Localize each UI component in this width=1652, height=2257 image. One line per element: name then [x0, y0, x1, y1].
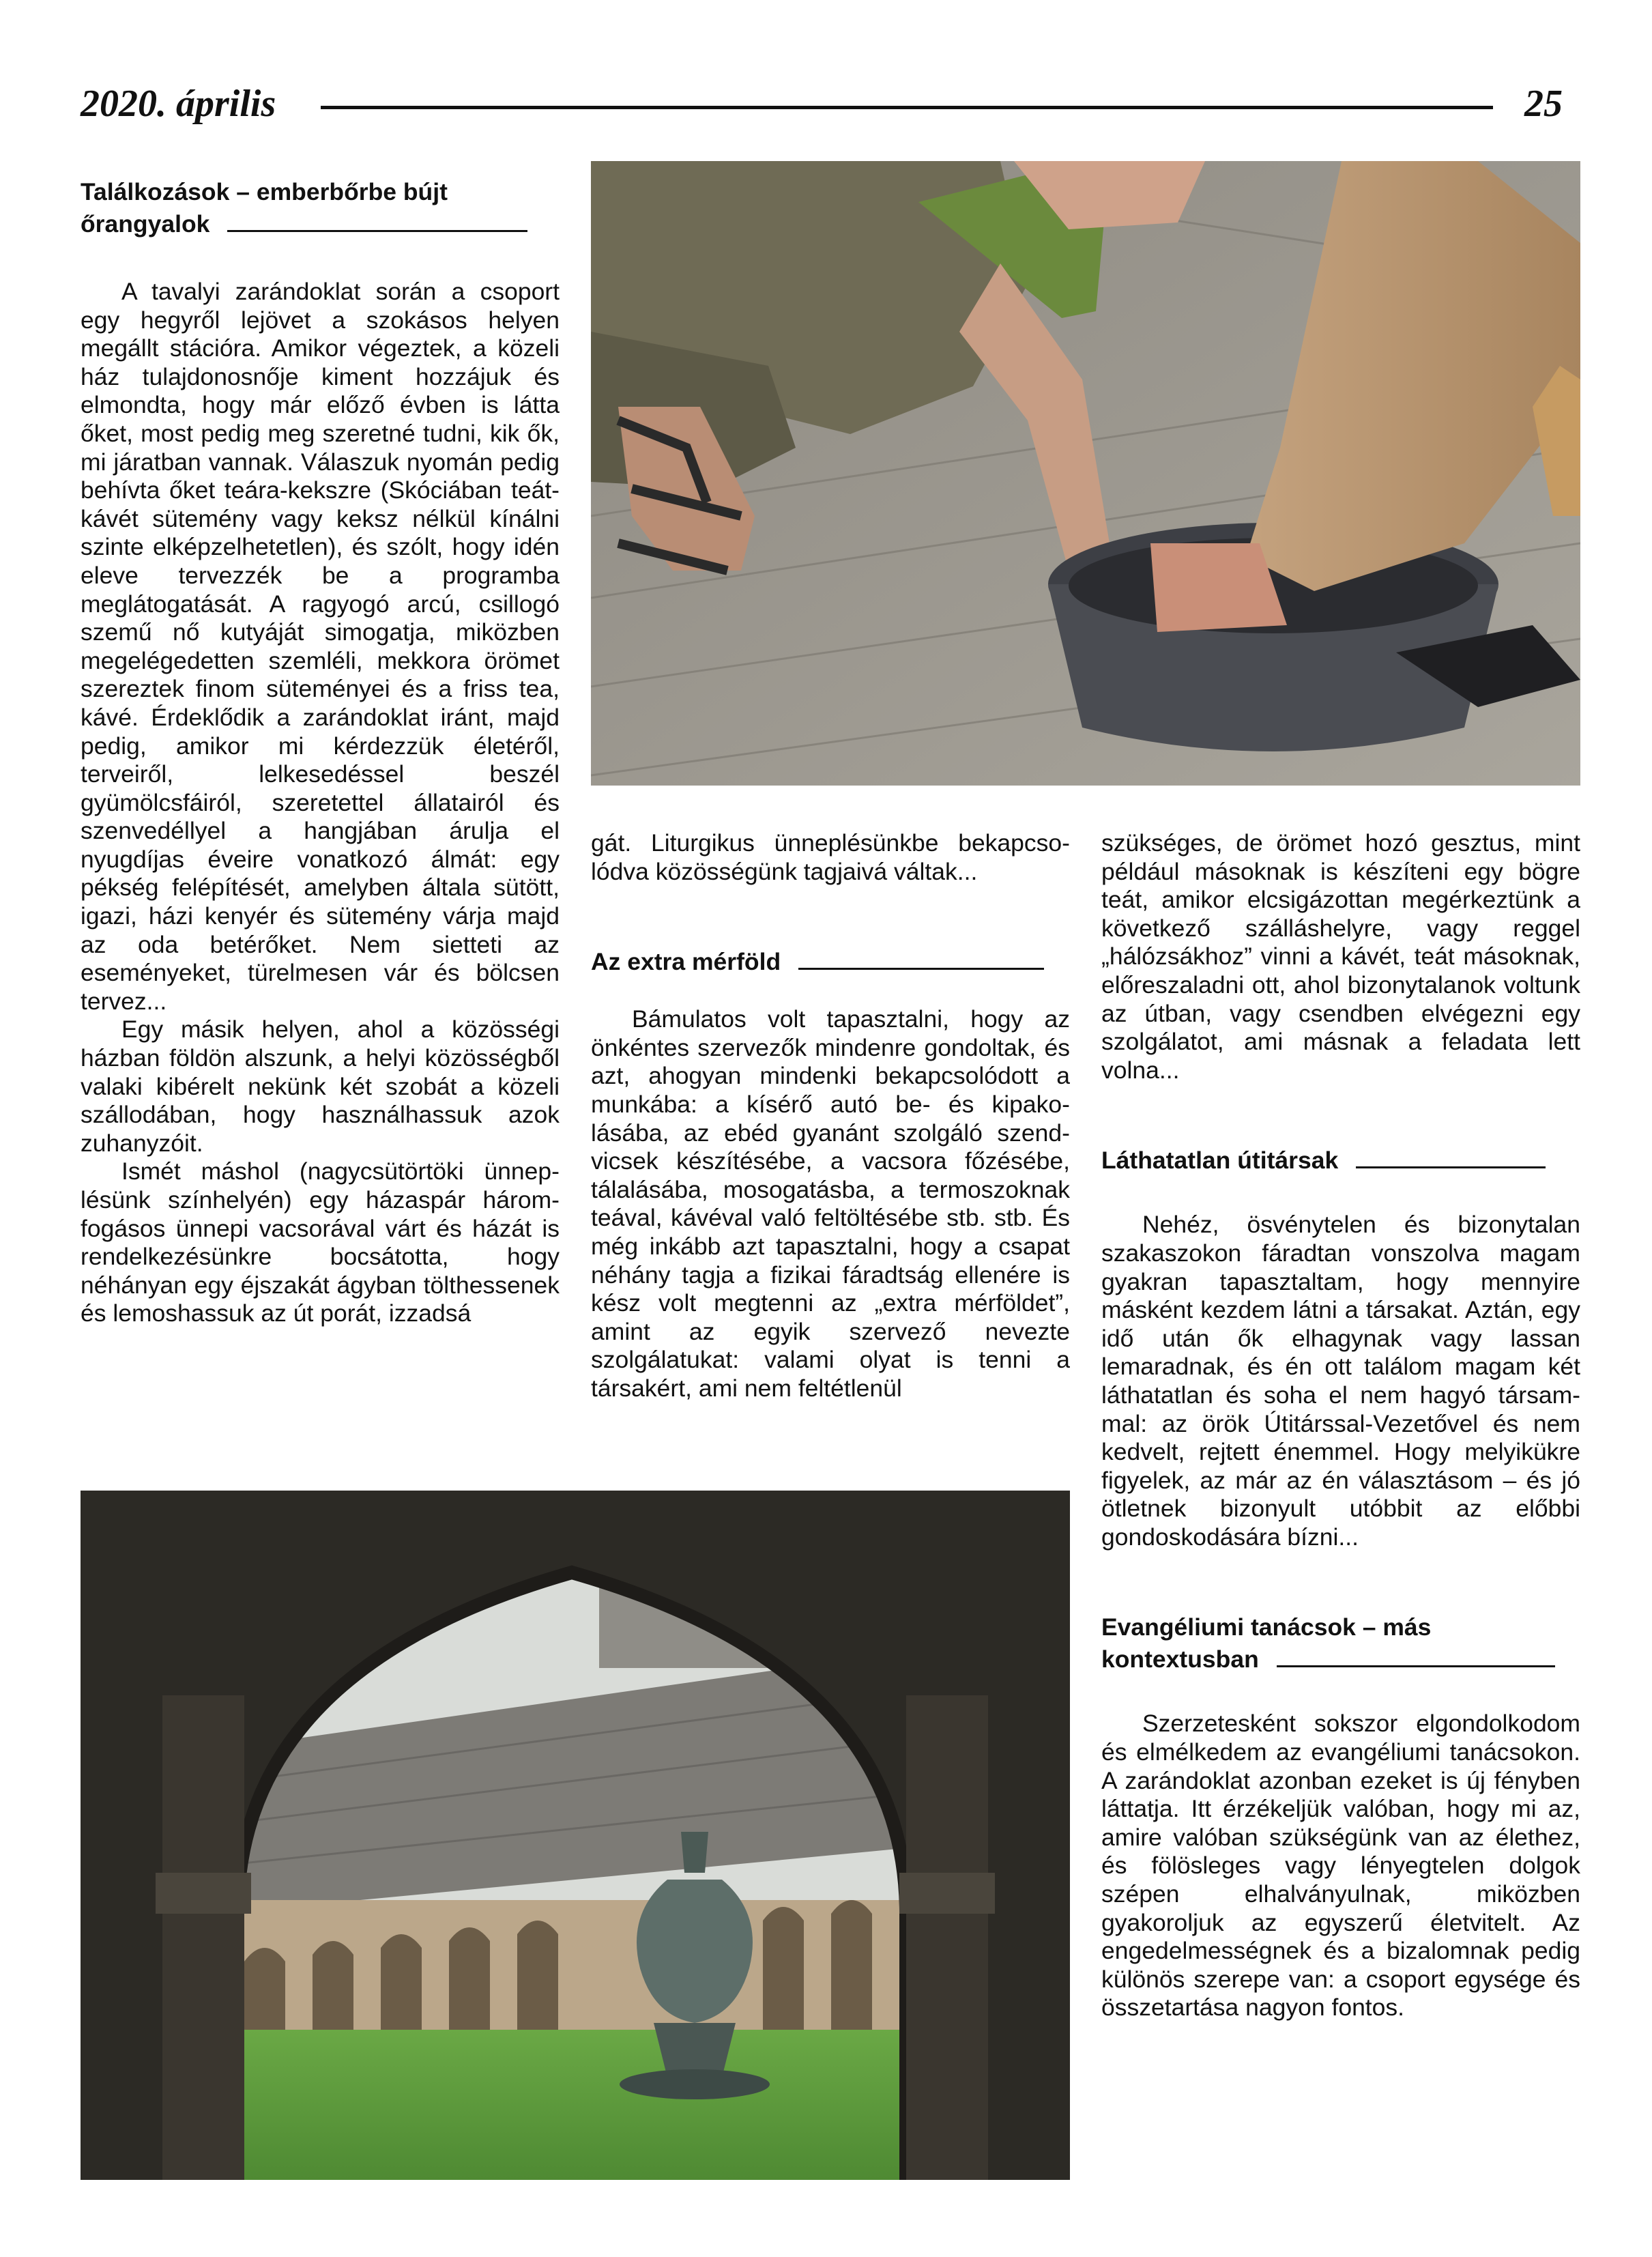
heading-underline — [1277, 1645, 1555, 1667]
paragraph: A tavalyi zarándoklat során a csoport egy hegyről lejövet a szokásos helyen megállt stációra. Amikor végeztek, a közeli ház tulajdonosnője kiment hozzájuk és elmondta, hogy már előző évben is látta őket, most pedig meg szeretné tudni, kik ők, mi járatban vannak. Válaszuk nyomán pedig behívta őket teára-kekszre (Skóciában teát-kávét sütemény vagy keksz nélkül kínálni szinte elképzelhetetlen), és szólt, hogy idén eleve tervezzék be a programba meglátogatását. A ragyogó arcú, csillogó szemű nő kutyáját simogatja, miközben megelégedetten szemléli, mekkora örömet szereztek finom süteményei és a friss tea, kávé. Érdeklődik a zarándoklat iránt, majd pedig, amikor mi kérdezzük életéről, terveiről, lelkesedéssel beszél gyümölcsfáiról, szeretettel állatairól és szenvedéllyel a hangjában árulja el nyugdíjas éveire vonatkozó álmát: egy pékség felépítését, amelyben általa sütött, igazi, házi kenyér és sütemény várja majd az oda betérőket. Nem sietteti az eseményeket, türelmesen vár és bölcsen tervez... — [81, 278, 560, 1015]
paragraph: Szerzetesként sokszor elgondolkodom és elmélkedem az evangéliumi tanácsokon. A zarándoklat azonban ezeket is új fényben láttatja. Itt érzékeljük valóban, hogy mi az, amire valóban szükségünk van az élethez, és fölösleges vagy lényegtelen dolgok szépen elhalványulnak, miközben gyakoroljuk az egyszerű életvitelt. Az engedelmességnek és a bizalomnak pedig különös szerepe van: a csoport egysége és összetartása nagyon fontos. — [1101, 1710, 1580, 2022]
heading-line-1: Evangéliumi tanácsok – más — [1101, 1613, 1432, 1641]
section-heading-evangelical-counsels — [1101, 1611, 1580, 1676]
heading-underline — [227, 210, 527, 232]
cloister-arch-photo — [81, 1491, 1070, 2180]
paragraph-continuation: szükséges, de örömet hozó gesztus, mint például másoknak is készíteni egy bögre teát, amikor elcsigázottan megérkeztünk a következő szálláshelyre, vagy reggel „hálózsákhoz” vinni a kávét, teát másoknak, előreszaladni ott, ahol bizonytalanok voltunk az útban, vagy csendben elvégezni egy szolgálatot, ami másnak a feladata lett volna... — [1101, 829, 1580, 1084]
paragraph: Ismét máshol (nagycsütörtöki ünneplésünk színhelyén) egy házaspár háromfogásos ünnepi vacsorával várt és házát is rendelkezésünkre bocsátotta, hogy néhányan egy éjszakát ágyban tölthessenek és lemoshassuk az út porát, izzadsá — [81, 1158, 560, 1327]
section-heading-invisible-companions — [1101, 1145, 1580, 1177]
heading-line-2: kontextusban — [1101, 1645, 1259, 1673]
heading-text: Az extra mérföld — [591, 948, 781, 976]
section-heading-encounters — [81, 176, 560, 240]
heading-underline — [1356, 1146, 1546, 1168]
column-2 — [591, 829, 1070, 1403]
foot-washing-photo — [591, 161, 1580, 786]
heading-line-1: Találkozások – emberbőrbe bújt — [81, 178, 448, 205]
heading-text: Láthatatlan útitársak — [1101, 1147, 1339, 1175]
paragraph: Bámulatos volt tapasztalni, hogy az önkéntes szervezők mindenre gondoltak, és azt, ahogyan mindenki bekapcsolódott a munkába: a kísérő autó be- és kipakolásába, az ebéd gyanánt szolgáló szendvicsek készítésébe, a vacsora főzésébe, tálalásába, mosogatásba, a termoszoknak teával, kávéval való feltöltésébe stb. stb. És még inkább azt tapasztalni, hogy a csapat néhány tagja a fizikai fáradtság ellenére is kész volt megtenni az „extra mérföldet”, amint az egyik szervező nevezte szolgálatukat: valami olyat is tenni a társakért, ami nem feltétlenül — [591, 1005, 1070, 1402]
header-rule — [321, 106, 1493, 109]
column-3 — [1101, 829, 1580, 2022]
cloister-arch-photo-icon — [81, 1491, 1070, 2180]
heading-underline — [798, 947, 1044, 970]
section-heading-extra-mile — [591, 946, 1070, 978]
page-number: 25 — [1524, 83, 1563, 125]
heading-line-2: őrangyalok — [81, 210, 210, 238]
paragraph: Egy másik helyen, ahol a közösségi házban földön alszunk, a helyi közösségből valaki kibérelt nekünk két szobát a közeli szállodában, hogy használhassuk azok zuhanyzóit. — [81, 1016, 560, 1157]
issue-date: 2020. április — [81, 83, 276, 125]
column-1 — [81, 176, 560, 1328]
paragraph-continuation: gát. Liturgikus ünneplésünkbe bekapcsolódva közösségünk tagjaivá váltak... — [591, 829, 1070, 885]
paragraph: Nehéz, ösvénytelen és bizonytalan szakaszokon fáradtan vonszolva magam gyakran tapasztaltam, hogy mennyire másként kezdem látni a társakat. Aztán, egy idő után ők elhagynak vagy lassan lemaradnak, és én ott találom magam két láthatatlan és soha el nem hagyó társammal: az örök Útitárssal-Vezetővel és nem kedvelt, rejtett énemmel. Hogy melyikükre figyelek, az már az én választásom – és jó ötletnek bizonyult utóbbit az előbbi gondoskodására bízni... — [1101, 1211, 1580, 1551]
foot-washing-photo-icon — [591, 161, 1580, 786]
